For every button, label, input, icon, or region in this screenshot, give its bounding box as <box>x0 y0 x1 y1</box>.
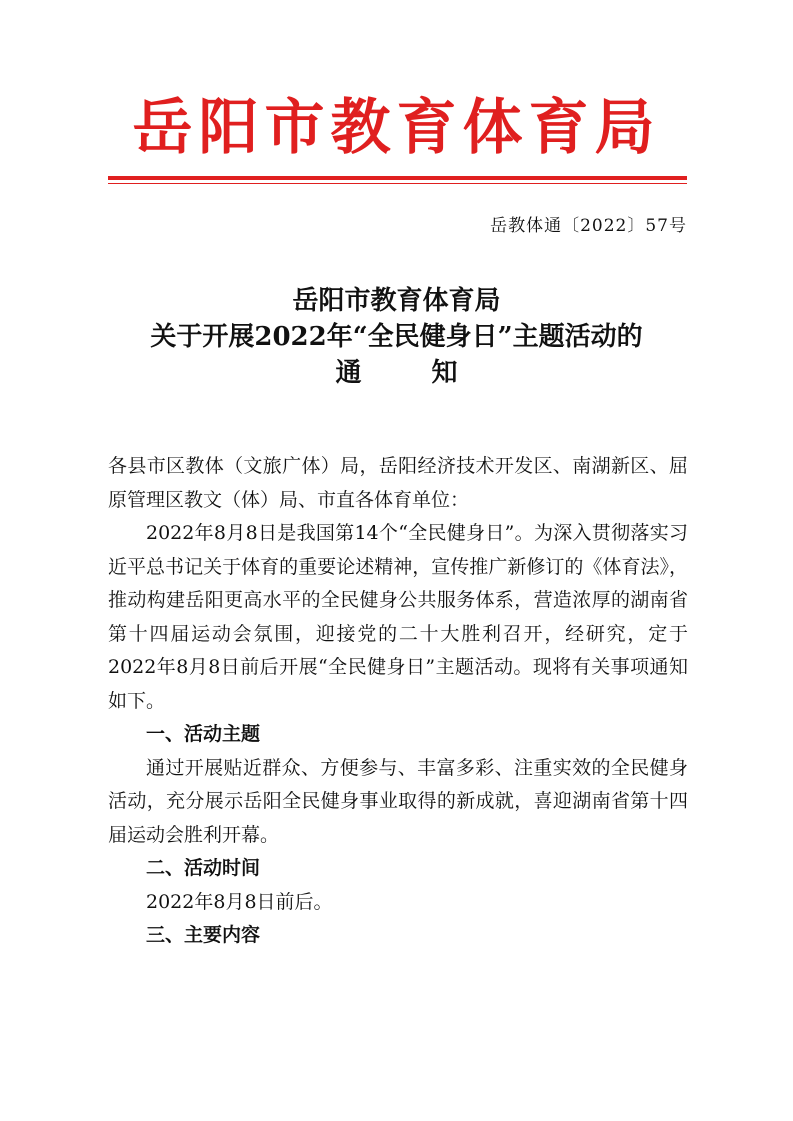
red-separator-thin-line <box>108 183 687 184</box>
section-3-heading: 三、主要内容 <box>146 924 261 946</box>
section-1-heading: 一、活动主题 <box>146 723 261 745</box>
org-red-header: 岳阳市教育体育局 <box>132 93 661 163</box>
addressee-paragraph: 各县市区教体（文旅广体）局，岳阳经济技术开发区、南湖新区、屈原管理区教文（体）局、市直各体育单位： <box>108 455 688 511</box>
intro-paragraph: 2022年8月8日是我国第14个“全民健身日”。为深入贯彻落实习近平总书记关于体育的重要论述精神，宣传推广新修订的《体育法》，推动构建岳阳更高水平的全民健身公共服务体系，营造浓厚的湖南省第十四届运动会氛围，迎接党的二十大胜利召开，经研究，定于2022年8月8日前后开展“全民健身日”主题活动。现将有关事项通知如下。 <box>108 522 688 712</box>
title-line-3: 通知 <box>335 358 528 388</box>
red-separator-line <box>108 176 687 180</box>
document-title <box>0 283 793 391</box>
section-2-paragraph: 2022年8月8日前后。 <box>146 890 333 913</box>
title-line-1: 岳阳市教育体育局 <box>292 286 501 316</box>
document-number: 岳教体通〔2022〕57号 <box>490 216 687 236</box>
document-body <box>108 450 688 953</box>
title-line-2: 关于开展2022年“全民健身日”主题活动的 <box>150 322 643 352</box>
section-2-heading: 二、活动时间 <box>146 857 261 879</box>
section-1-paragraph: 通过开展贴近群众、方便参与、丰富多彩、注重实效的全民健身活动，充分展示岳阳全民健身事业取得的新成就，喜迎湖南省第十四届运动会胜利开幕。 <box>108 756 688 846</box>
